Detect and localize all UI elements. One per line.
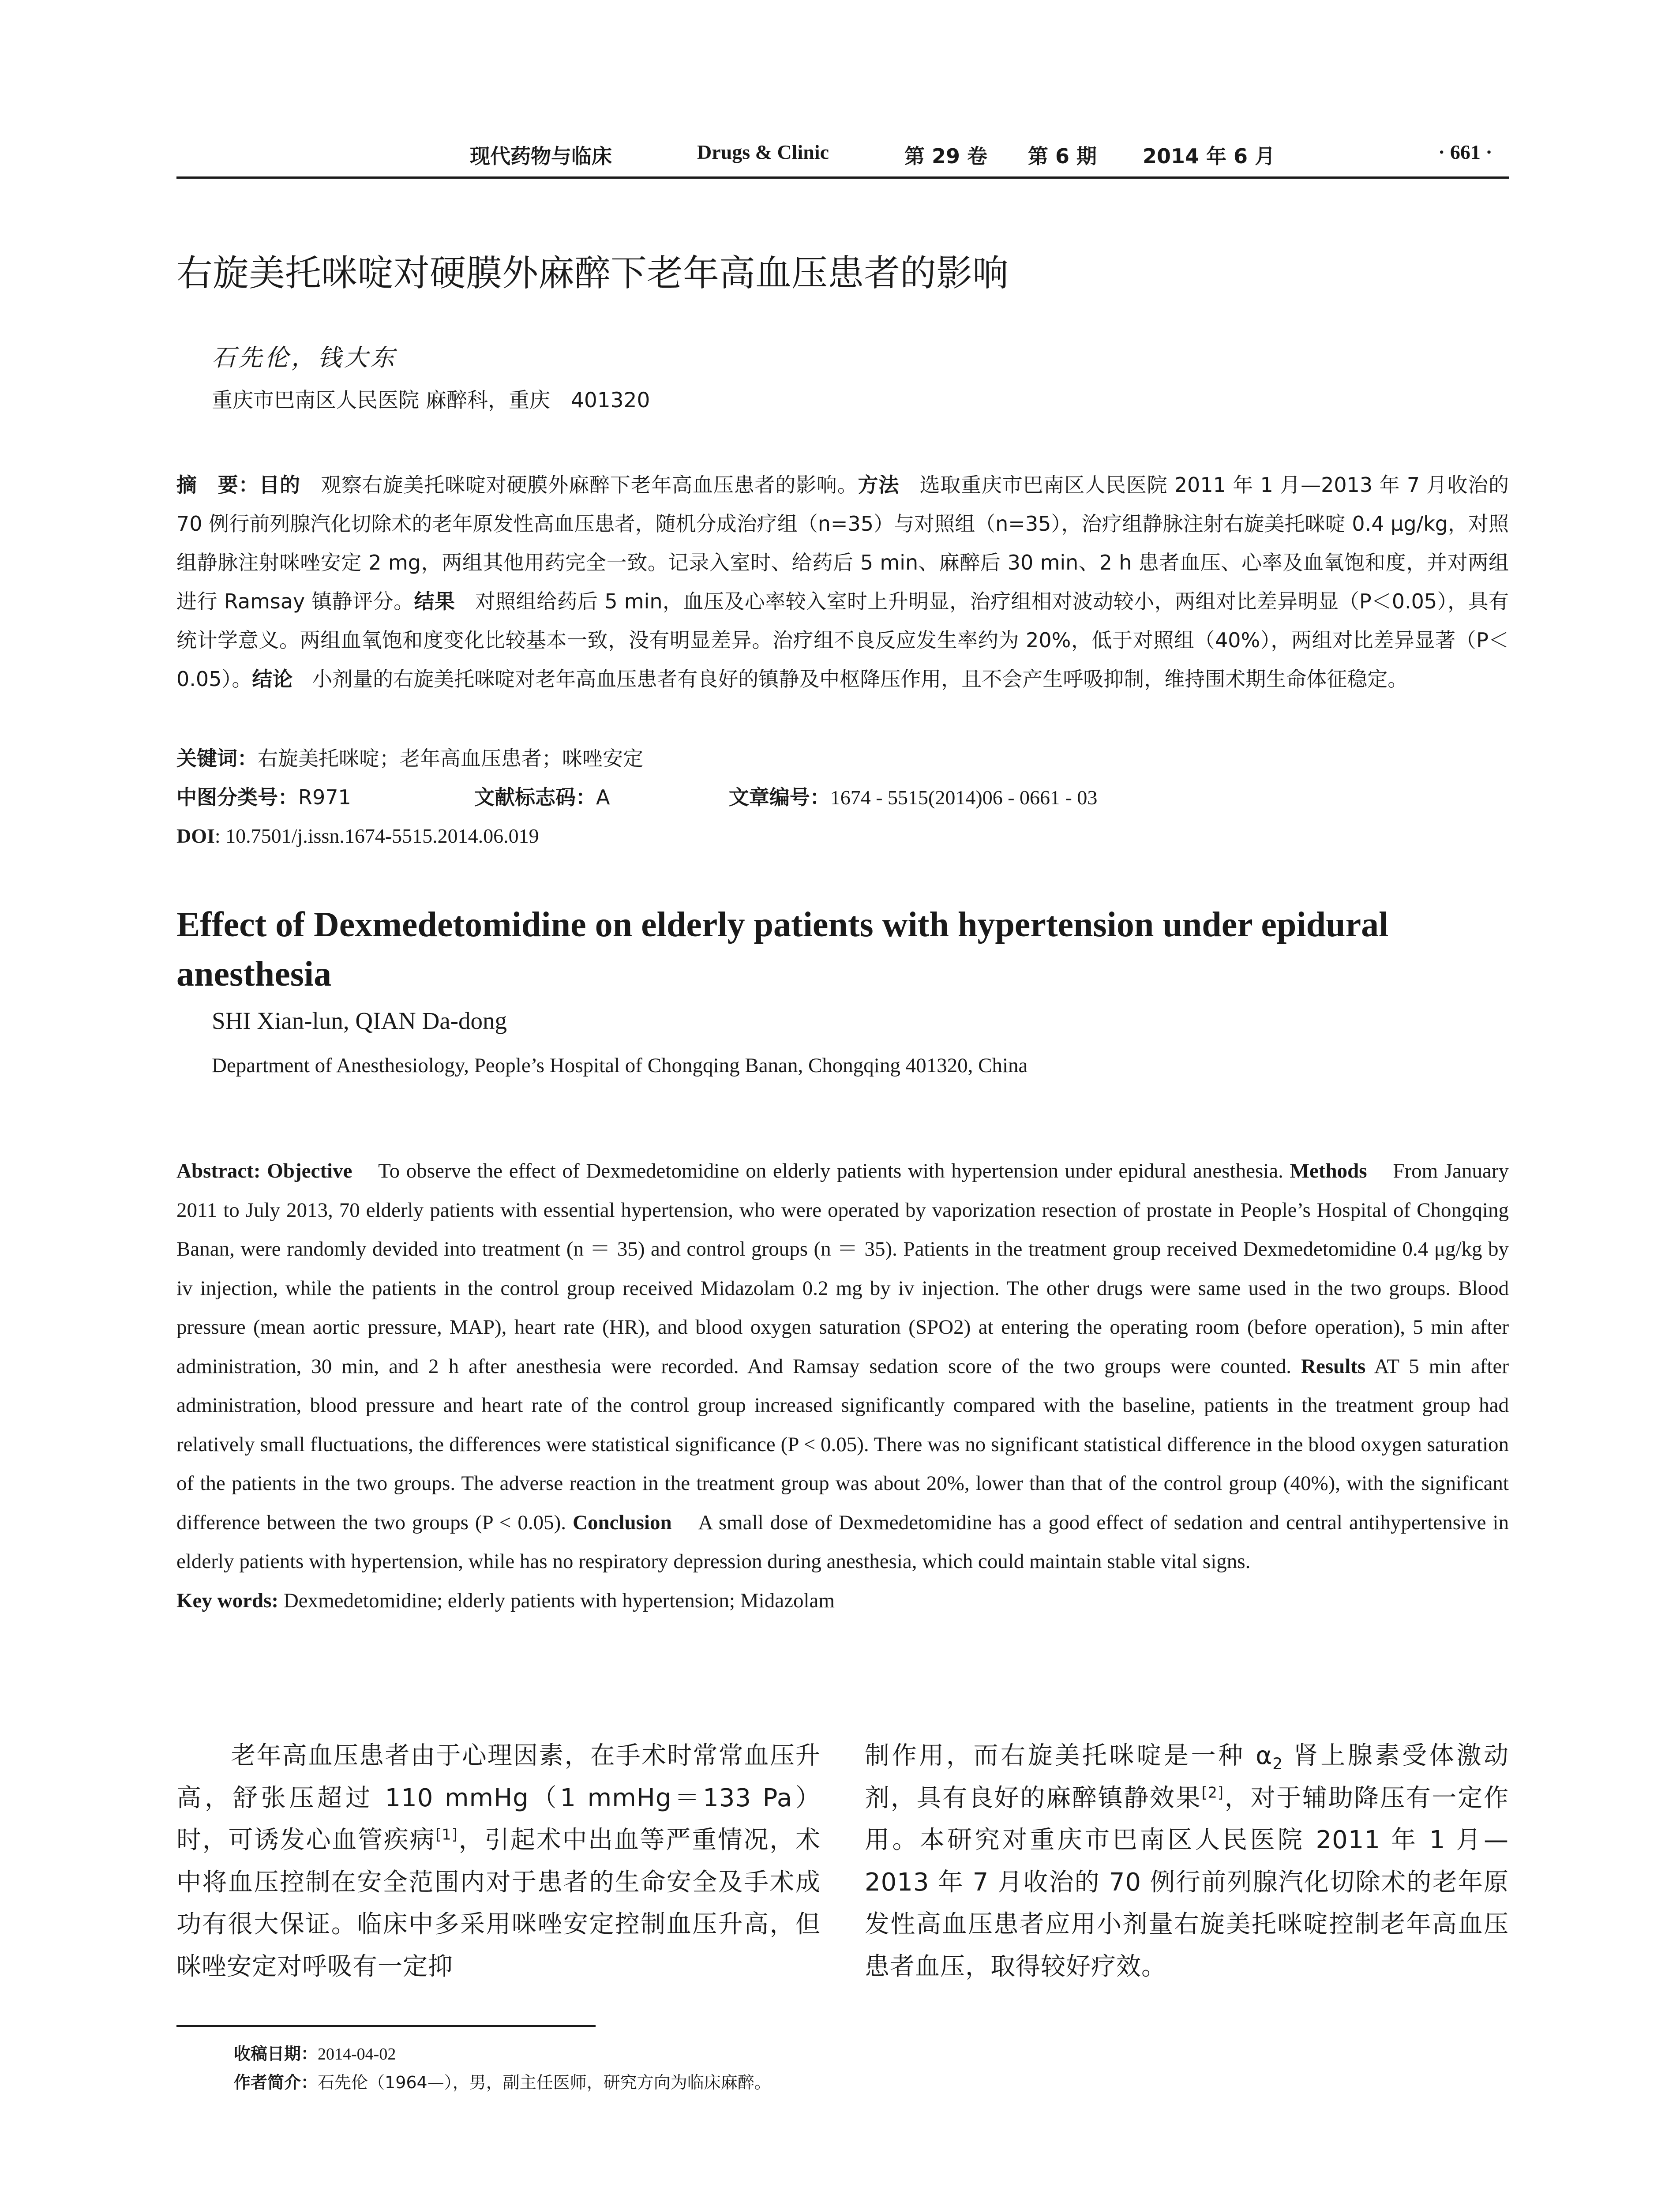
running-header <box>176 140 1509 171</box>
clc-value: R971 <box>298 785 351 809</box>
objective-text-en: To observe the effect of Dexmedetomidine on elderly patients with hypertension under epidural anesthesia. <box>378 1159 1283 1182</box>
objective-label-en: Objective <box>267 1159 352 1182</box>
methods-text-zh: 选取重庆市巴南区人民医院 2011 年 1 月—2013 年 7 月收治的 70 例行前列腺汽化切除术的老年原发性高血压患者，随机分成治疗组（n=35）与对照组（n=35），治疗组静脉注射右旋美托咪啶 0.4 μg/kg，对照组静脉注射咪唑安定 2 mg，两组其他用药完全一致。记录入室时、给药后 5 min、麻醉后 30 min、2 h 患者血压、心率及血氧饱和度，并对两组进行 Ramsay 镇静评分。 <box>176 473 1509 613</box>
results-text-zh: 对照组给药后 5 min，血压及心率较入室时上升明显，治疗组相对波动较小，两组对比差异明显（P＜0.05），具有统计学意义。两组血氧饱和度变化比较基本一致，没有明显差异。治疗组不良反应发生率约为 20%，低于对照组（40%），两组对比差异显著（P＜0.05）。 <box>176 589 1509 691</box>
methods-label-en: Methods <box>1290 1159 1367 1182</box>
body-column-right <box>865 1735 1509 1988</box>
citation-1[interactable]: [1] <box>435 1826 458 1843</box>
body-right-text-2: 肾上腺素受体激动剂，具有良好的麻醉镇静效果 <box>865 1741 1509 1812</box>
objective-label-zh: 目的 <box>259 473 300 497</box>
footnote-rule <box>176 2025 596 2027</box>
abstract-label-zh: 摘 要： <box>176 473 259 497</box>
citation-2[interactable]: [2] <box>1201 1783 1224 1801</box>
keywords-text-zh: 右旋美托咪啶；老年高血压患者；咪唑安定 <box>258 747 643 770</box>
issue-label: 第 6 期 <box>1028 144 1097 168</box>
abstract-zh <box>176 465 1509 698</box>
body-right-text-3: ，对于辅助降压有一定作用。本研究对重庆市巴南区人民医院 2011 年 1 月—2013 年 7 月收治的 70 例行前列腺汽化切除术的老年原发性高血压患者应用小剂量右旋美托咪啶控制老年高血压患者血压，取得较好疗效。 <box>865 1783 1509 1981</box>
objective-text-zh: 观察右旋美托咪啶对硬膜外麻醉下老年高血压患者的影响。 <box>321 473 858 497</box>
doi-value: : 10.7501/j.issn.1674-5515.2014.06.019 <box>214 825 539 847</box>
conclusion-text-en: A small dose of Dexmedetomidine has a good effect of sedation and central antihypertensive in elderly patients with hypertension, while has no respiratory depression during anesthesia, which could maintain stable vital signs. <box>176 1511 1509 1573</box>
conclusion-label-zh: 结论 <box>252 667 293 691</box>
article-no-label: 文章编号： <box>728 785 830 809</box>
article-title-en: Effect of Dexmedetomidine on elderly patients with hypertension under epidural anesthesia <box>176 905 1389 994</box>
keywords-label-zh: 关键词： <box>176 747 258 770</box>
keywords-zh <box>176 739 643 778</box>
conclusion-label-en: Conclusion <box>573 1511 672 1534</box>
abstract-label-en: Abstract: <box>176 1159 261 1182</box>
body-left-text-1: 老年高血压患者由于心理因素，在手术时常常血压升高，舒张压超过 110 mmHg（1 mmHg＝133 Pa）时，可诱发心血管疾病 <box>176 1741 821 1854</box>
keywords-text-en: Dexmedetomidine; elderly patients with hypertension; Midazolam <box>283 1589 835 1612</box>
author-bio-label: 作者简介： <box>234 2073 318 2092</box>
doc-code-value: A <box>596 785 610 809</box>
body-right-text-1: 制作用，而右旋美托咪啶是一种 α <box>865 1741 1273 1770</box>
page-number: · 661 · <box>1438 141 1492 163</box>
clc-label: 中图分类号： <box>176 785 298 809</box>
affiliation-zh: 重庆市巴南区人民医院 麻醉科，重庆 401320 <box>212 388 650 413</box>
doi-label: DOI <box>176 825 215 847</box>
footnote-received <box>234 2041 396 2067</box>
footnote-author <box>234 2069 771 2096</box>
body-left-text-2: ，引起术中出血等严重情况，术中将血压控制在安全范围内对于患者的生命安全及手术成功有很大保证。临床中多采用咪唑安定控制血压升高，但咪唑安定对呼吸有一定抑 <box>176 1826 821 1981</box>
abstract-en <box>176 1152 1509 1620</box>
results-label-en: Results <box>1301 1354 1366 1378</box>
header-rule <box>176 176 1509 179</box>
issue-date: 2014 年 6 月 <box>1143 144 1275 168</box>
volume-label: 第 29 卷 <box>904 144 988 168</box>
classification-line <box>176 778 1097 817</box>
doi-line <box>176 817 539 855</box>
journal-name-zh: 现代药物与临床 <box>470 144 612 168</box>
received-label: 收稿日期： <box>234 2044 318 2063</box>
authors-zh: 石先伦，钱大东 <box>212 344 397 371</box>
authors-en: SHI Xian-lun, QIAN Da-dong <box>212 1007 507 1034</box>
alpha-subscript: 2 <box>1272 1754 1283 1774</box>
conclusion-text-zh: 小剂量的右旋美托咪啶对老年高血压患者有良好的镇静及中枢降压作用，且不会产生呼吸抑制，维持围术期生命体征稳定。 <box>312 667 1408 691</box>
journal-name-en: Drugs & Clinic <box>697 141 829 163</box>
article-title-zh: 右旋美托咪啶对硬膜外麻醉下老年高血压患者的影响 <box>176 252 1009 294</box>
body-column-left <box>176 1735 821 1988</box>
results-label-zh: 结果 <box>414 589 455 613</box>
article-no-value: 1674 - 5515(2014)06 - 0661 - 03 <box>830 786 1098 809</box>
author-bio: 石先伦（1964—），男，副主任医师，研究方向为临床麻醉。 <box>318 2073 771 2092</box>
doc-code-label: 文献标志码： <box>474 785 596 809</box>
methods-text-en: From January 2011 to July 2013, 70 elderly patients with essential hypertension, who were operated by vaporization resection of prostate in People’s Hospital of Chongqing Banan, were randomly devided into treatment (n ＝ 35) and control groups (n ＝ 35). Patients in the treatment group received Dexmedetomidine 0.4 μg/kg by iv injection, while the patients in the control group received Midazolam 0.2 mg by iv injection. The other drugs were same used in the two groups. Blood pressure (mean aortic pressure, MAP), heart rate (HR), and blood oxygen saturation (SPO2) at entering the operating room (before operation), 5 min after administration, 30 min, and 2 h after anesthesia were recorded. And Ramsay sedation score of the two groups were counted. <box>176 1159 1509 1378</box>
received-date: 2014-04-02 <box>318 2045 396 2063</box>
results-text-en: AT 5 min after administration, blood pressure and heart rate of the control group increased significantly compared with the baseline, patients in the treatment group had relatively small fluctuations, the differences were statistical significance (P < 0.05). There was no significant statistical difference in the blood oxygen saturation of the patients in the two groups. The adverse reaction in the treatment group was about 20%, lower than that of the control group (40%), with the significant difference between the two groups (P < 0.05). <box>176 1354 1509 1534</box>
methods-label-zh: 方法 <box>858 473 900 497</box>
affiliation-en: Department of Anesthesiology, People’s Hospital of Chongqing Banan, Chongqing 401320, China <box>212 1054 1028 1077</box>
keywords-label-en: Key words: <box>176 1589 279 1612</box>
